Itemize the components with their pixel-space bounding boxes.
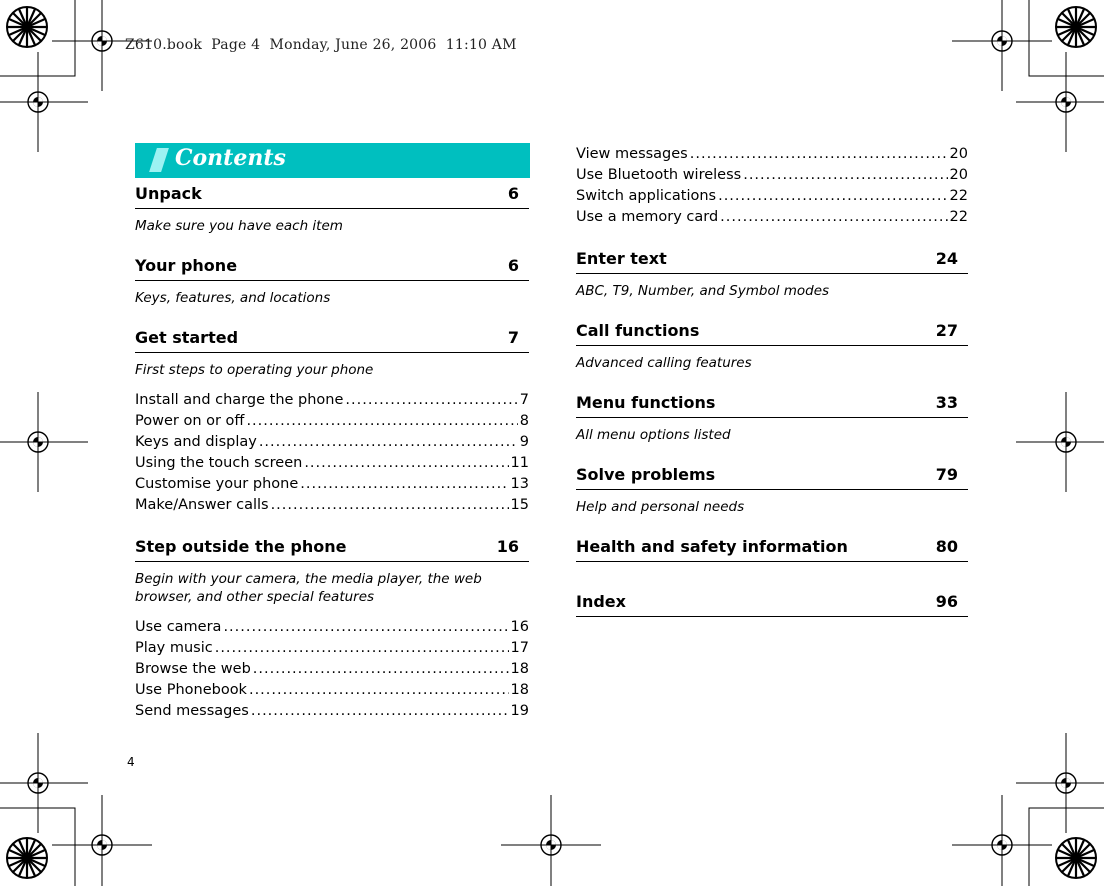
section-title: Index	[576, 592, 626, 611]
toc-entry[interactable]: Customise your phone ..... 13	[135, 474, 529, 495]
contents-banner	[135, 143, 530, 178]
toc-entry[interactable]: Play music ..... 17	[135, 638, 529, 659]
section-description: Advanced calling features	[576, 355, 752, 371]
left-column	[135, 184, 529, 722]
toc-list	[135, 617, 529, 722]
section-menu-functions	[576, 393, 968, 444]
section-unpack	[135, 184, 529, 235]
section-heading[interactable]	[135, 256, 529, 281]
toc-entry[interactable]: Switch applications ..... 22	[576, 186, 968, 207]
section-title: Get started	[135, 328, 239, 347]
toc-entry[interactable]: Install and charge the phone ..... 7	[135, 390, 529, 411]
toc-entry[interactable]: Use Bluetooth wireless ..... 20	[576, 165, 968, 186]
section-index	[576, 592, 968, 617]
section-page: 27	[935, 321, 958, 340]
toc-entry[interactable]: Using the touch screen ..... 11	[135, 453, 529, 474]
section-solve-problems	[576, 465, 968, 516]
toc-entry[interactable]: Use a memory card ..... 22	[576, 207, 968, 228]
section-title: Health and safety information	[576, 537, 848, 556]
page-title: Contents	[175, 145, 286, 171]
section-health-safety	[576, 537, 968, 562]
section-title: Step outside the phone	[135, 537, 347, 556]
section-your-phone	[135, 256, 529, 307]
section-page: 80	[935, 537, 958, 556]
page-number: 4	[127, 755, 135, 769]
section-heading[interactable]	[576, 249, 968, 274]
section-page: 79	[935, 465, 958, 484]
section-page: 6	[507, 256, 519, 275]
section-heading[interactable]	[135, 328, 529, 353]
section-heading[interactable]	[576, 321, 968, 346]
section-page: 24	[935, 249, 958, 268]
section-heading[interactable]	[135, 537, 529, 562]
section-heading[interactable]	[576, 537, 968, 562]
section-title: Call functions	[576, 321, 700, 340]
toc-entry[interactable]: Keys and display ..... 9	[135, 432, 529, 453]
section-heading[interactable]	[576, 592, 968, 617]
section-title: Your phone	[135, 256, 238, 275]
section-enter-text	[576, 249, 968, 300]
toc-entry[interactable]: Browse the web ..... 18	[135, 659, 529, 680]
section-page: 16	[496, 537, 519, 556]
toc-entry[interactable]: View messages ..... 20	[576, 144, 968, 165]
toc-entry[interactable]: Use camera ..... 16	[135, 617, 529, 638]
section-heading[interactable]	[576, 465, 968, 490]
section-page: 7	[507, 328, 519, 347]
section-description: ABC, T9, Number, and Symbol modes	[576, 283, 830, 299]
section-title: Solve problems	[576, 465, 716, 484]
section-call-functions	[576, 321, 968, 372]
section-step-outside	[135, 537, 529, 722]
section-description: Help and personal needs	[576, 499, 745, 515]
toc-list	[135, 390, 529, 516]
toc-entry[interactable]: Use Phonebook ..... 18	[135, 680, 529, 701]
section-heading[interactable]	[135, 184, 529, 209]
section-get-started	[135, 328, 529, 516]
section-description: First steps to operating your phone	[135, 362, 374, 378]
print-slug: Z610.book Page 4 Monday, June 26, 2006 11:10 AM	[125, 37, 517, 53]
section-description: Make sure you have each item	[135, 218, 343, 234]
section-title: Menu functions	[576, 393, 716, 412]
toc-entry[interactable]: Send messages ..... 19	[135, 701, 529, 722]
section-title: Enter text	[576, 249, 667, 268]
toc-entry[interactable]: Power on or off ..... 8	[135, 411, 529, 432]
section-heading[interactable]	[576, 393, 968, 418]
section-page: 96	[935, 592, 958, 611]
section-title: Unpack	[135, 184, 202, 203]
section-page: 33	[935, 393, 958, 412]
section-description: All menu options listed	[576, 427, 731, 443]
banner-accent	[149, 148, 169, 172]
section-description: Begin with your camera, the media player, the web browser, and other special features	[135, 571, 482, 605]
section-description: Keys, features, and locations	[135, 290, 331, 306]
toc-list-continued	[576, 144, 968, 228]
section-page: 6	[507, 184, 519, 203]
toc-entry[interactable]: Make/Answer calls ..... 15	[135, 495, 529, 516]
right-column	[576, 144, 968, 617]
